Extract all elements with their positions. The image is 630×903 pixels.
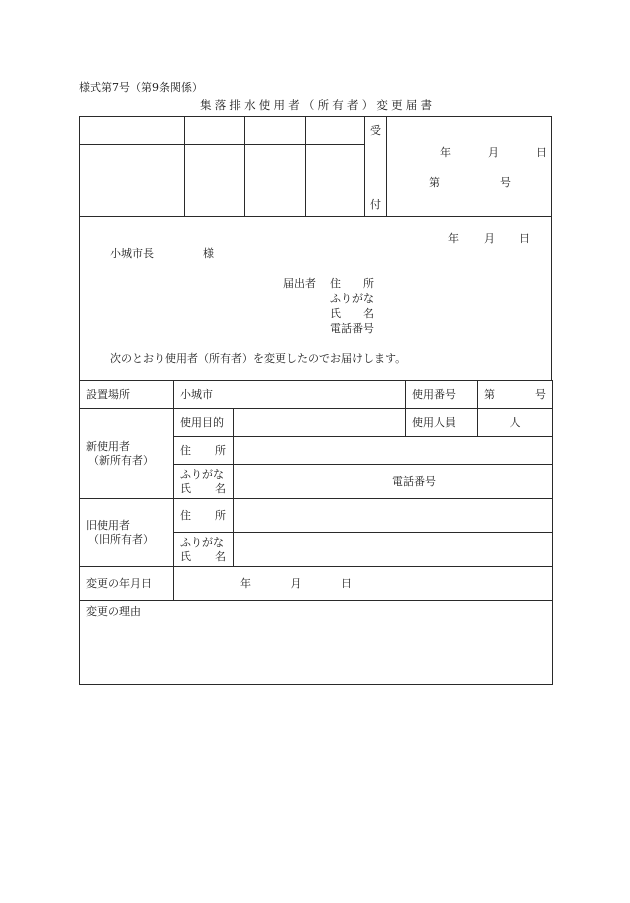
table-row xyxy=(80,409,553,437)
old-address-label: 住 所 xyxy=(174,499,234,533)
receipt-year: 年 xyxy=(440,146,451,159)
table-row xyxy=(80,601,553,685)
change-day: 日 xyxy=(341,576,352,590)
old-user-label: 旧使用者 xyxy=(86,518,130,532)
table-row xyxy=(80,567,553,601)
new-address-label: 住 所 xyxy=(174,437,234,465)
new-user-label-cell xyxy=(80,409,174,499)
usage-number-suffix: 号 xyxy=(535,387,546,401)
old-name-label-cell xyxy=(174,533,234,567)
applicant-furigana-label: ふりがな xyxy=(330,292,374,305)
new-name-value xyxy=(234,465,553,499)
new-furigana-label: ふりがな xyxy=(180,467,224,481)
divider xyxy=(244,117,245,216)
new-name-label-cell xyxy=(174,465,234,499)
usage-number-label: 使用番号 xyxy=(406,381,478,409)
new-address-value xyxy=(234,437,553,465)
people-label: 使用人員 xyxy=(406,409,478,437)
receipt-block xyxy=(79,116,552,217)
usage-number-prefix: 第 xyxy=(484,387,495,401)
new-user-label: 新使用者 xyxy=(86,439,130,453)
usage-number-cell xyxy=(478,381,553,409)
divider xyxy=(80,144,364,145)
new-name-label: 氏 名 xyxy=(180,481,226,495)
change-details-table xyxy=(79,380,553,685)
reason-label: 変更の理由 xyxy=(86,605,141,618)
declaration-statement: 次のとおり使用者（所有者）を変更したのでお届けします。 xyxy=(110,352,407,365)
receipt-tsuke: 付 xyxy=(370,198,381,211)
receipt-number-suffix: 号 xyxy=(500,176,511,189)
divider xyxy=(364,117,365,216)
applicant-address-label: 住 所 xyxy=(330,277,374,290)
old-name-label: 氏 名 xyxy=(180,549,226,563)
location-value: 小城市 xyxy=(174,381,406,409)
location-label: 設置場所 xyxy=(80,381,174,409)
form-title: 集落排水使用者（所有者）変更届書 xyxy=(200,98,436,112)
new-owner-label: （新所有者） xyxy=(88,453,154,467)
receipt-uke: 受 xyxy=(370,124,381,137)
change-date-value xyxy=(174,567,553,601)
receipt-month: 月 xyxy=(488,146,499,159)
purpose-value xyxy=(234,409,406,437)
receipt-day: 日 xyxy=(536,146,547,159)
applicant-phone-label: 電話番号 xyxy=(330,322,374,335)
old-furigana-label: ふりがな xyxy=(180,535,224,549)
divider xyxy=(305,117,306,216)
old-user-label-cell xyxy=(80,499,174,567)
applicant-label: 届出者 xyxy=(283,277,316,290)
honorific: 様 xyxy=(203,247,214,260)
decl-day: 日 xyxy=(519,232,530,245)
addressee: 小城市長 xyxy=(110,247,154,260)
receipt-number-prefix: 第 xyxy=(429,176,440,189)
old-name-value xyxy=(234,533,553,567)
table-row xyxy=(80,499,553,533)
new-phone-label: 電話番号 xyxy=(392,474,436,488)
old-address-value xyxy=(234,499,553,533)
declaration-block xyxy=(79,216,552,381)
change-date-label: 変更の年月日 xyxy=(80,567,174,601)
form-code: 様式第7号（第9条関係） xyxy=(79,81,203,94)
change-year: 年 xyxy=(240,576,251,590)
decl-month: 月 xyxy=(484,232,495,245)
decl-year: 年 xyxy=(448,232,459,245)
applicant-name-label: 氏 名 xyxy=(330,307,374,320)
table-row xyxy=(80,381,553,409)
reason-cell xyxy=(80,601,553,685)
people-unit: 人 xyxy=(478,409,553,437)
purpose-label: 使用目的 xyxy=(174,409,234,437)
divider xyxy=(184,117,185,216)
change-month: 月 xyxy=(290,576,302,590)
old-owner-label: （旧所有者） xyxy=(88,532,154,546)
divider xyxy=(386,117,387,216)
